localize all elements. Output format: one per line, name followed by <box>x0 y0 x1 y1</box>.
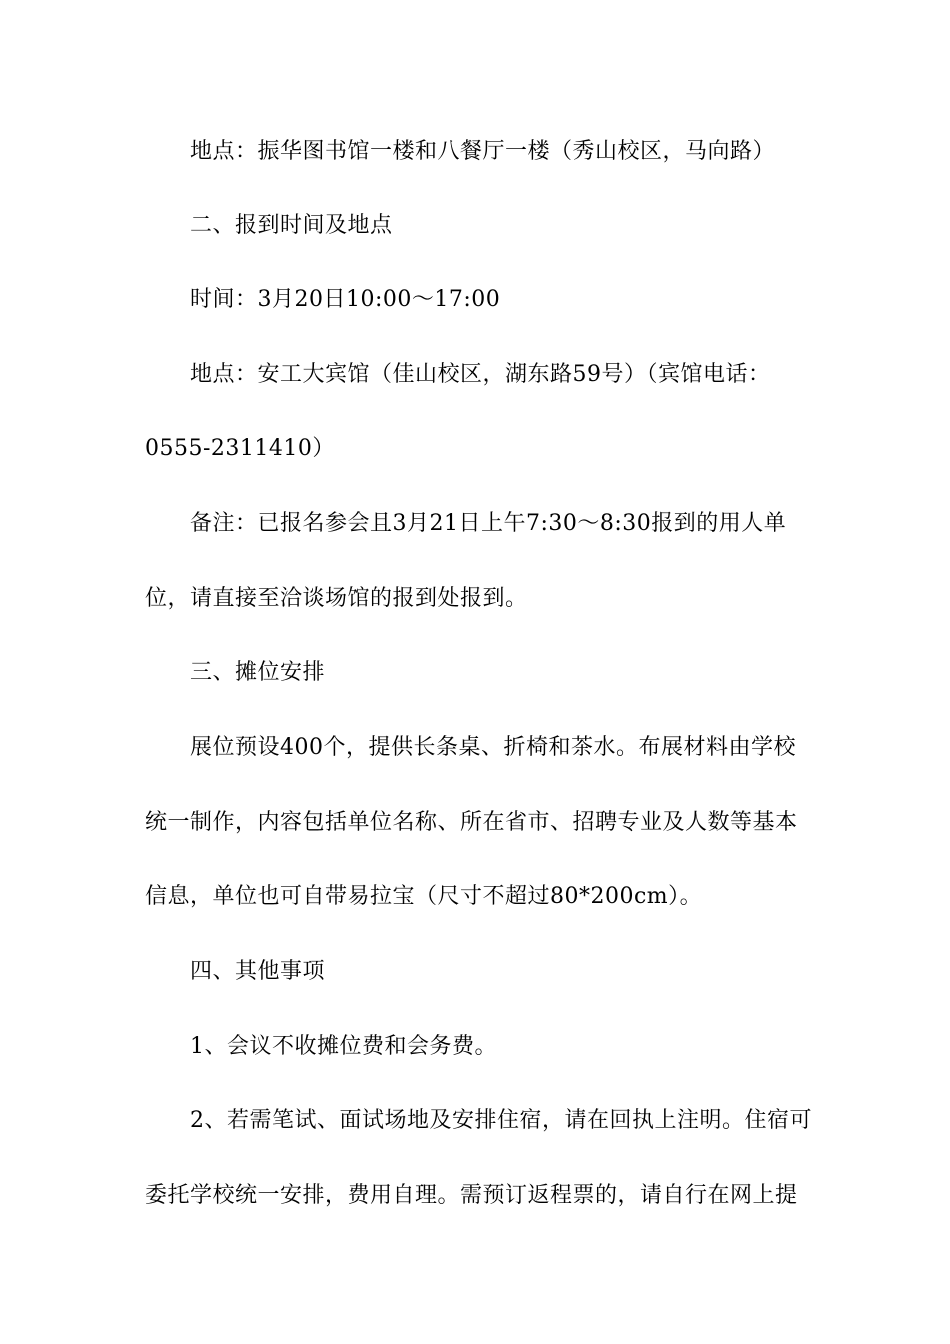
registration-location-line: 地点：安工大宾馆（佳山校区，湖东路59号）（宾馆电话： <box>190 362 771 387</box>
booth-paragraph-line-1: 展位预设400个，提供长条桌、折椅和茶水。布展材料由学校 <box>190 735 796 760</box>
other-item-2-line-1: 2、若需笔试、面试场地及安排住宿，请在回执上注明。住宿可 <box>190 1108 812 1133</box>
hotel-phone-line: 0555-2311410） <box>145 436 335 461</box>
booth-paragraph-line-3: 信息，单位也可自带易拉宝（尺寸不超过80*200cm）。 <box>145 884 703 909</box>
venue-location-line: 地点：振华图书馆一楼和八餐厅一楼（秀山校区，马向路） <box>190 139 776 164</box>
remark-line-2: 位，请直接至洽谈场馆的报到处报到。 <box>145 586 528 611</box>
remark-line-1: 备注：已报名参会且3月21日上午7:30～8:30报到的用人单 <box>190 511 787 536</box>
section-heading-other: 四、其他事项 <box>190 959 326 984</box>
section-heading-registration: 二、报到时间及地点 <box>190 213 393 238</box>
section-heading-booth: 三、摊位安排 <box>190 660 326 685</box>
other-item-1: 1、会议不收摊位费和会务费。 <box>190 1034 497 1059</box>
booth-paragraph-line-2: 统一制作，内容包括单位名称、所在省市、招聘专业及人数等基本 <box>145 810 798 835</box>
other-item-2-line-2: 委托学校统一安排，费用自理。需预订返程票的，请自行在网上提 <box>145 1183 798 1208</box>
registration-time-line: 时间：3月20日10:00～17:00 <box>190 287 501 312</box>
